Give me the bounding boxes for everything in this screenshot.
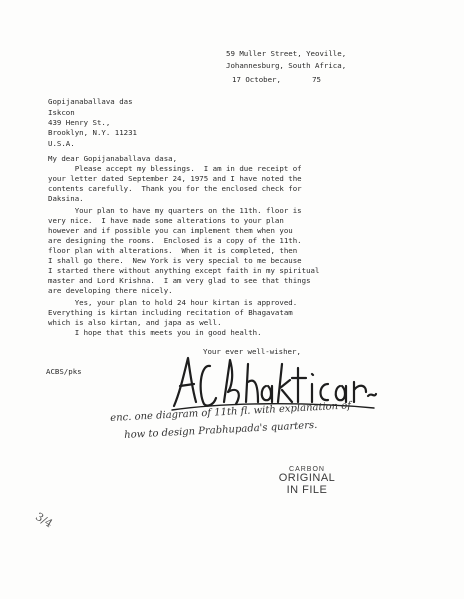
recipient-country: U.S.A. <box>48 139 75 148</box>
recipient-org: Iskcon <box>48 108 75 117</box>
body-line: Yes, your plan to hold 24 hour kirtan is approved. <box>48 298 298 307</box>
body-line: master and Lord Krishna. I am very glad to see that things <box>48 276 311 285</box>
body-line: I hope that this meets you in good health. <box>48 328 262 337</box>
closing: Your ever well-wisher, <box>203 347 301 356</box>
sender-address-line1: 59 Muller Street, Yeoville, <box>226 49 347 58</box>
body-line: are designing the rooms. Enclosed is a copy of the 11th. <box>48 236 302 245</box>
body-line: I started there without anything except faith in my spiritual <box>48 266 320 275</box>
body-line: Daksina. <box>48 194 84 203</box>
body-line: which is also kirtan, and japa as well. <box>48 318 222 327</box>
body-line: however and if possible you can implement them when you <box>48 226 293 235</box>
recipient-street: 439 Henry St., <box>48 118 111 127</box>
recipient-city: Brooklyn, N.Y. 11231 <box>48 128 137 137</box>
stamp-line2: ORIGINAL <box>278 472 336 485</box>
body-line: Everything is kirtan including recitation of Bhagavatam <box>48 308 293 317</box>
body-line: Your plan to have my quarters on the 11th. floor is <box>48 206 302 215</box>
recipient-name: Gopijanaballava das <box>48 97 133 106</box>
handwritten-note-line2: how to design Prabhupada's quarters. <box>124 419 318 441</box>
stamp-line3: IN FILE <box>286 483 328 496</box>
body-line: very nice. I have made some alterations to your plan <box>48 216 284 225</box>
handwritten-note-line1: enc. one diagram of 11th fl. with explanation of <box>110 400 352 424</box>
corner-page-mark: 3/4 <box>33 510 56 531</box>
body-line: floor plan with alterations. When it is completed, then <box>48 246 298 255</box>
letter-date: 17 October, 75 <box>232 75 321 84</box>
salutation: My dear Gopijanaballava dasa, <box>48 154 178 163</box>
file-stamp <box>262 466 352 496</box>
typist-initials: ACBS/pks <box>46 367 82 376</box>
stamp-line1: CARBON <box>289 466 325 473</box>
body-line: Please accept my blessings. I am in due receipt of <box>48 164 302 173</box>
body-line: are developing there nicely. <box>48 286 173 295</box>
body-line: contents carefully. Thank you for the enclosed check for <box>48 184 302 193</box>
body-line: your letter dated September 24, 1975 and I have noted the <box>48 174 302 183</box>
sender-address-line2: Johannesburg, South Africa, <box>226 61 347 70</box>
body-line: I shall go there. New York is very special to me because <box>48 256 302 265</box>
